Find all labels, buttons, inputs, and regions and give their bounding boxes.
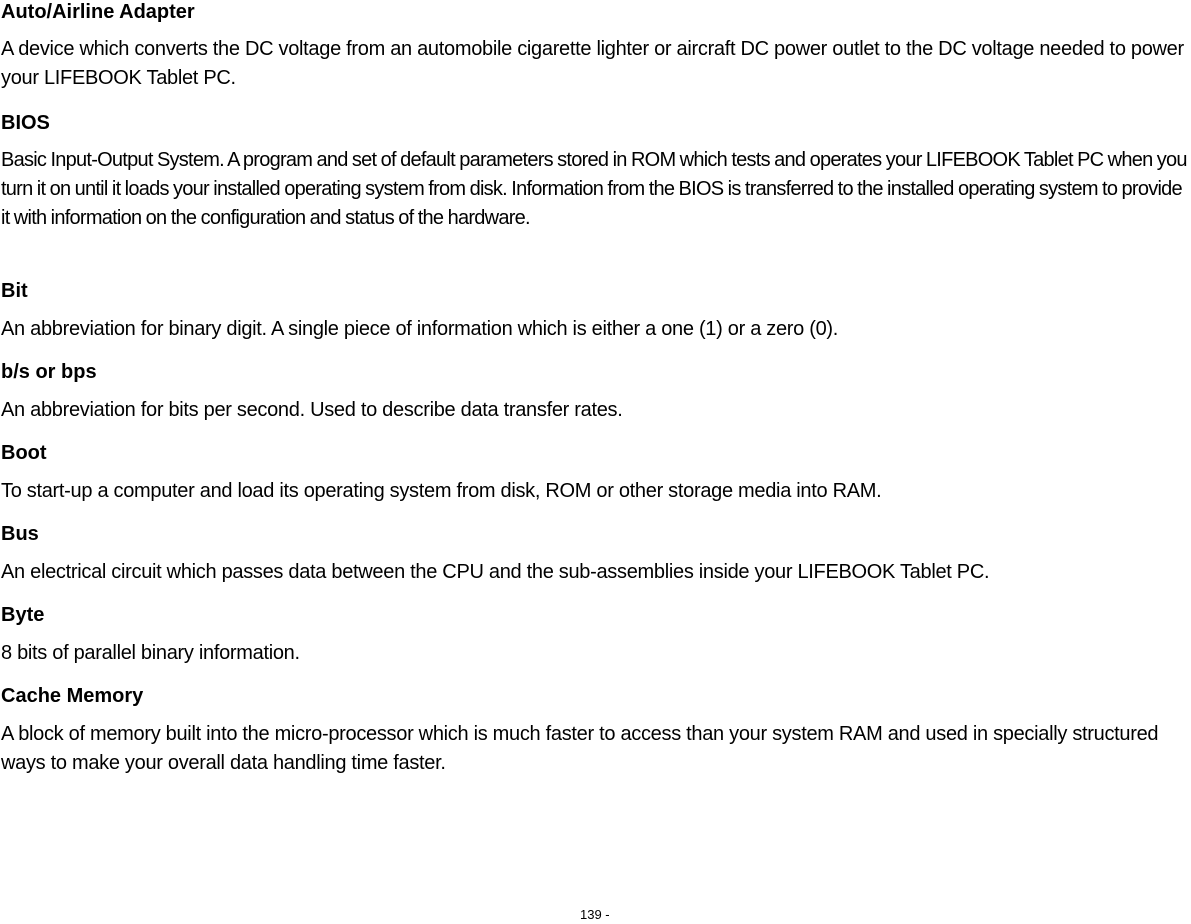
glossary-term: Bit (1, 280, 28, 302)
glossary-definition: A block of memory built into the micro-processor which is much faster to access than your system RAM and used in specially structured ways to make your overall data handling time faster. (1, 723, 1159, 774)
glossary-definition: Basic Input-Output System. A program and set of default parameters stored in ROM which tests and operates your LIFEBOOK Tablet PC when you turn it on until it loads your installed operating system from disk. Information from the BIOS is transferred to the installed operating system to provide it with information on the configuration and status of the hardware. (1, 149, 1187, 229)
glossary-definition: 8 bits of parallel binary information. (1, 642, 300, 664)
glossary-definition: An electrical circuit which passes data between the CPU and the sub-assemblies inside your LIFEBOOK Tablet PC. (1, 561, 990, 583)
glossary-term: b/s or bps (1, 361, 97, 383)
glossary-term: Byte (1, 604, 45, 626)
glossary-term: Cache Memory (1, 685, 144, 707)
glossary-definition: To start-up a computer and load its operating system from disk, ROM or other storage media into RAM. (1, 480, 882, 502)
glossary-definition: A device which converts the DC voltage from an automobile cigarette lighter or aircraft DC power outlet to the DC voltage needed to power your LIFEBOOK Tablet PC. (1, 38, 1184, 89)
page-number: 139 - (580, 907, 610, 922)
glossary-term: Bus (1, 523, 39, 545)
glossary-term: BIOS (1, 112, 50, 134)
glossary-term: Boot (1, 442, 47, 464)
glossary-definition: An abbreviation for bits per second. Used to describe data transfer rates. (1, 399, 623, 421)
glossary-term: Auto/Airline Adapter (1, 1, 195, 23)
glossary-definition: An abbreviation for binary digit. A single piece of information which is either a one (1) or a zero (0). (1, 318, 839, 340)
